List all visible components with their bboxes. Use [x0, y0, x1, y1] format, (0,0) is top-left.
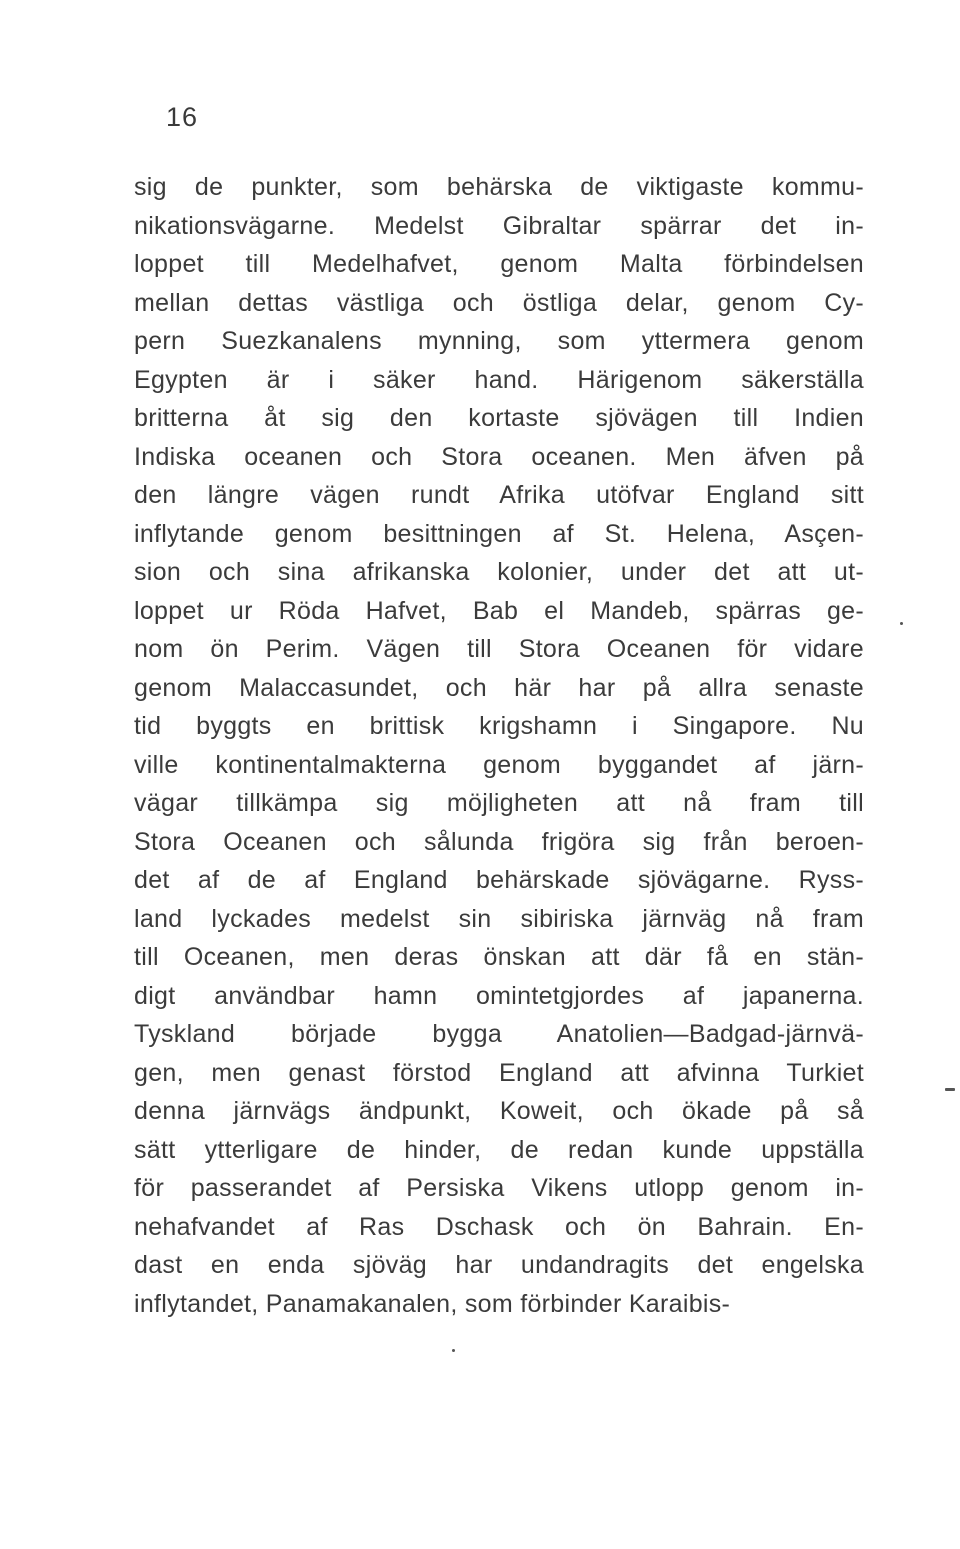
text-line: till Oceanen, men deras önskan att där få en stän-	[134, 943, 864, 971]
text-line: den längre vägen rundt Afrika utöfvar England sitt	[134, 481, 864, 509]
text-line: nehafvandet af Ras Dschask och ön Bahrain. En-	[134, 1212, 864, 1241]
text-line: Indiska oceanen och Stora oceanen. Men äfven på	[134, 442, 864, 471]
text-line: digt användbar hamn omintetgjordes af japanerna.	[134, 981, 864, 1010]
text-line: nikationsvägarne. Medelst Gibraltar spärrar det in-	[134, 211, 864, 240]
text-line: Egypten är i säker hand. Härigenom säkerställa	[134, 365, 864, 394]
page-number: 16	[166, 102, 199, 132]
scan-speck	[945, 1088, 955, 1091]
text-line: tid byggts en brittisk krigshamn i Singapore. Nu	[134, 712, 864, 740]
text-line: mellan dettas västliga och östliga delar, genom Cy-	[134, 288, 864, 317]
text-line: pern Suezkanalens mynning, som yttermera genom	[134, 327, 864, 355]
text-line: sätt ytterligare de hinder, de redan kunde uppställa	[134, 1135, 864, 1164]
text-line: inflytande genom besittningen af St. Helena, Asçen-	[134, 519, 864, 548]
text-line: nom ön Perim. Vägen till Stora Oceanen för vidare	[134, 635, 864, 663]
scan-speck	[900, 622, 903, 625]
text-line: sig de punkter, som behärska de viktigaste kommu-	[134, 173, 864, 201]
text-line: denna järnvägs ändpunkt, Koweit, och ökade på så	[134, 1097, 864, 1125]
text-line: inflytandet, Panamakanalen, som förbinder Karaibis-	[134, 1289, 731, 1318]
text-line: dast en enda sjöväg har undandragits det engelska	[134, 1251, 864, 1279]
text-line: det af de af England behärskade sjövägarne. Ryss-	[134, 866, 864, 894]
text-line: vägar tillkämpa sig möjligheten att nå fram till	[134, 789, 864, 817]
text-line: britterna åt sig den kortaste sjövägen till Indien	[134, 404, 864, 432]
text-line: Tyskland började bygga Anatolien—Badgad-järnvä-	[134, 1020, 864, 1048]
text-line: genom Malaccasundet, och här har på allra senaste	[134, 673, 864, 702]
text-line: land lyckades medelst sin sibiriska järnväg nå fram	[134, 904, 864, 933]
text-line: loppet till Medelhafvet, genom Malta förbindelsen	[134, 250, 864, 278]
scan-speck	[452, 1349, 455, 1352]
text-line: ville kontinentalmakterna genom byggandet af järn-	[134, 750, 864, 779]
text-line: loppet ur Röda Hafvet, Bab el Mandeb, spärras ge-	[134, 596, 864, 625]
text-line: för passerandet af Persiska Vikens utlopp genom in-	[134, 1174, 864, 1202]
text-line: gen, men genast förstod England att afvinna Turkiet	[134, 1058, 864, 1087]
text-line: sion och sina afrikanska kolonier, under det att ut-	[134, 558, 864, 586]
text-line: Stora Oceanen och sålunda frigöra sig från beroen-	[134, 827, 864, 856]
body-text	[134, 168, 864, 1323]
